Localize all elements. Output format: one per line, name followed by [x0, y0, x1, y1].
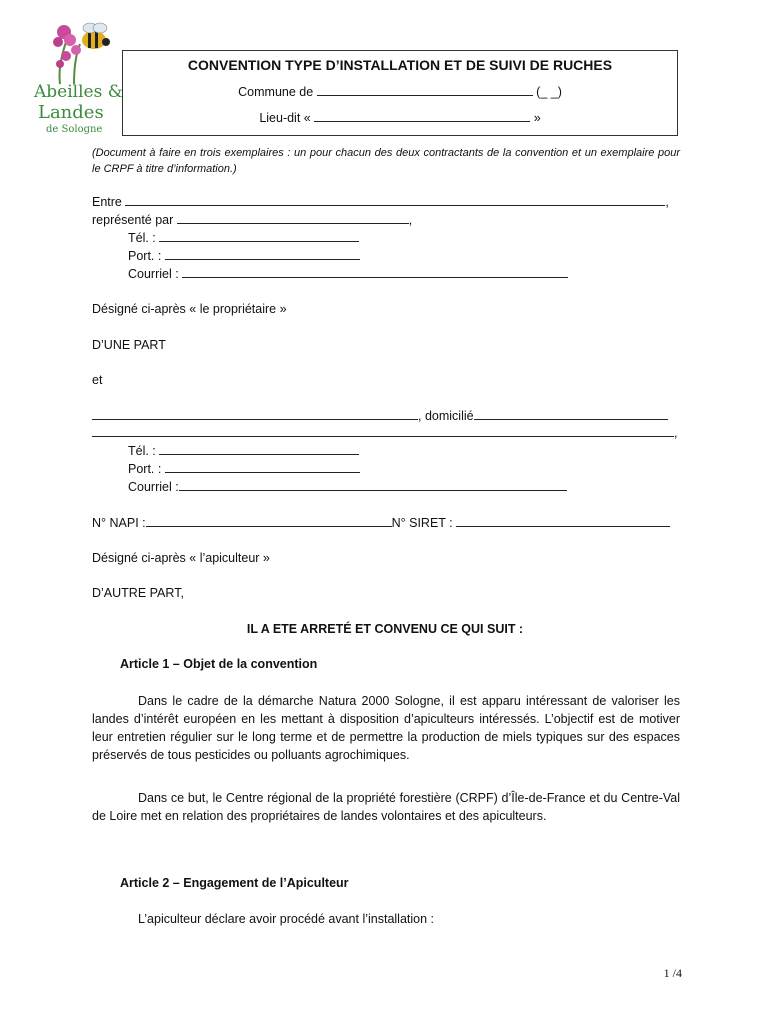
- represente-end: ,: [408, 213, 413, 227]
- owner-tel-line: [128, 229, 359, 246]
- napi-siret-line: [92, 514, 670, 531]
- beekeeper-tel-label: Tél. :: [128, 444, 156, 458]
- commune-label: Commune de: [238, 85, 314, 99]
- entre-line: [92, 193, 669, 210]
- beekeeper-port-field[interactable]: [165, 460, 360, 473]
- document-title: CONVENTION TYPE D’INSTALLATION ET DE SUIVI DE RUCHES: [187, 57, 613, 73]
- owner-courriel-line: [128, 265, 568, 282]
- entre-end: ,: [665, 195, 669, 209]
- beekeeper-courriel-field[interactable]: [179, 478, 567, 491]
- domicilie-field[interactable]: [474, 407, 668, 420]
- beekeeper-designation: Désigné ci-après « l’apiculteur »: [92, 551, 270, 565]
- beekeeper-tel-line: [128, 442, 359, 459]
- owner-port-label: Port. :: [128, 249, 162, 263]
- beekeeper-name-field[interactable]: [92, 407, 418, 420]
- lieudit-line: [123, 109, 677, 125]
- commune-field[interactable]: [317, 83, 533, 96]
- beekeeper-courriel-line: [128, 478, 567, 495]
- logo-text-2: Landes: [38, 102, 104, 123]
- beekeeper-name-line: [92, 407, 668, 424]
- commune-suffix: (_ _): [536, 85, 562, 99]
- instructions-note: (Document à faire en trois exemplaires : un pour chacun des deux contractants de la convention et un exemplaire pour le CRPF à titre d’information.): [92, 147, 680, 175]
- beekeeper-port-label: Port. :: [128, 462, 162, 476]
- address-line: [92, 424, 677, 441]
- logo: [30, 14, 123, 136]
- beekeeper-courriel-label: Courriel :: [128, 480, 179, 494]
- logo-text-3: de Sologne: [46, 124, 103, 135]
- logo-text-1: Abeilles &: [34, 82, 123, 102]
- siret-label: N° SIRET :: [391, 516, 453, 530]
- beekeeper-port-line: [128, 460, 360, 477]
- et-text: et: [92, 373, 103, 387]
- agreement-heading: IL A ETE ARRETÉ ET CONVENU CE QUI SUIT :: [246, 622, 524, 636]
- represente-line: [92, 211, 412, 228]
- owner-part: D’UNE PART: [92, 338, 166, 352]
- entre-label: Entre: [92, 195, 122, 209]
- title-box: [122, 50, 678, 136]
- owner-port-field[interactable]: [165, 247, 360, 260]
- entre-field[interactable]: [125, 193, 665, 206]
- napi-label: N° NAPI :: [92, 516, 146, 530]
- owner-courriel-label: Courriel :: [128, 267, 179, 281]
- owner-courriel-field[interactable]: [182, 265, 568, 278]
- represente-field[interactable]: [177, 211, 409, 224]
- napi-field[interactable]: [146, 514, 392, 527]
- owner-tel-field[interactable]: [159, 229, 359, 242]
- article2-title: Article 2 – Engagement de l’Apiculteur: [120, 876, 349, 890]
- commune-line: [123, 83, 677, 99]
- page-number: 1 /4: [663, 966, 682, 980]
- beekeeper-part: D’AUTRE PART,: [92, 586, 184, 600]
- address-field[interactable]: [92, 424, 674, 437]
- owner-port-line: [128, 247, 360, 264]
- beekeeper-comma: ,: [418, 409, 422, 423]
- address-end: ,: [674, 426, 678, 440]
- lieudit-field[interactable]: [314, 109, 530, 122]
- article1-paragraph-2: Dans ce but, le Centre régional de la propriété forestière (CRPF) d’Île-de-France et du Centre-Val de Loire met en relation des propriétaires de landes volontaires et des apiculteurs.: [92, 791, 680, 823]
- beekeeper-tel-field[interactable]: [159, 442, 359, 455]
- domicilie-label: domicilié: [424, 409, 474, 423]
- lieudit-suffix: »: [533, 111, 541, 125]
- article1-paragraph-1: Dans le cadre de la démarche Natura 2000 Sologne, il est apparu intéressant de valoriser les landes d’intérêt européen en les mettant à disposition d’apiculteurs intéressés. L’objectif est de motiver leur entretien régulier sur le long terme et de permettre la production de miels typiques sur des espaces préservés de tous pesticides ou polluants agrochimiques.: [92, 694, 680, 762]
- owner-tel-label: Tél. :: [128, 231, 156, 245]
- represente-label: représenté par: [92, 213, 174, 227]
- siret-field[interactable]: [456, 514, 670, 527]
- owner-designation: Désigné ci-après « le propriétaire »: [92, 302, 287, 316]
- lieudit-label: Lieu-dit «: [259, 111, 311, 125]
- article1-title: Article 1 – Objet de la convention: [120, 657, 318, 671]
- article2-paragraph-1: L’apiculteur déclare avoir procédé avant l’installation :: [138, 912, 435, 926]
